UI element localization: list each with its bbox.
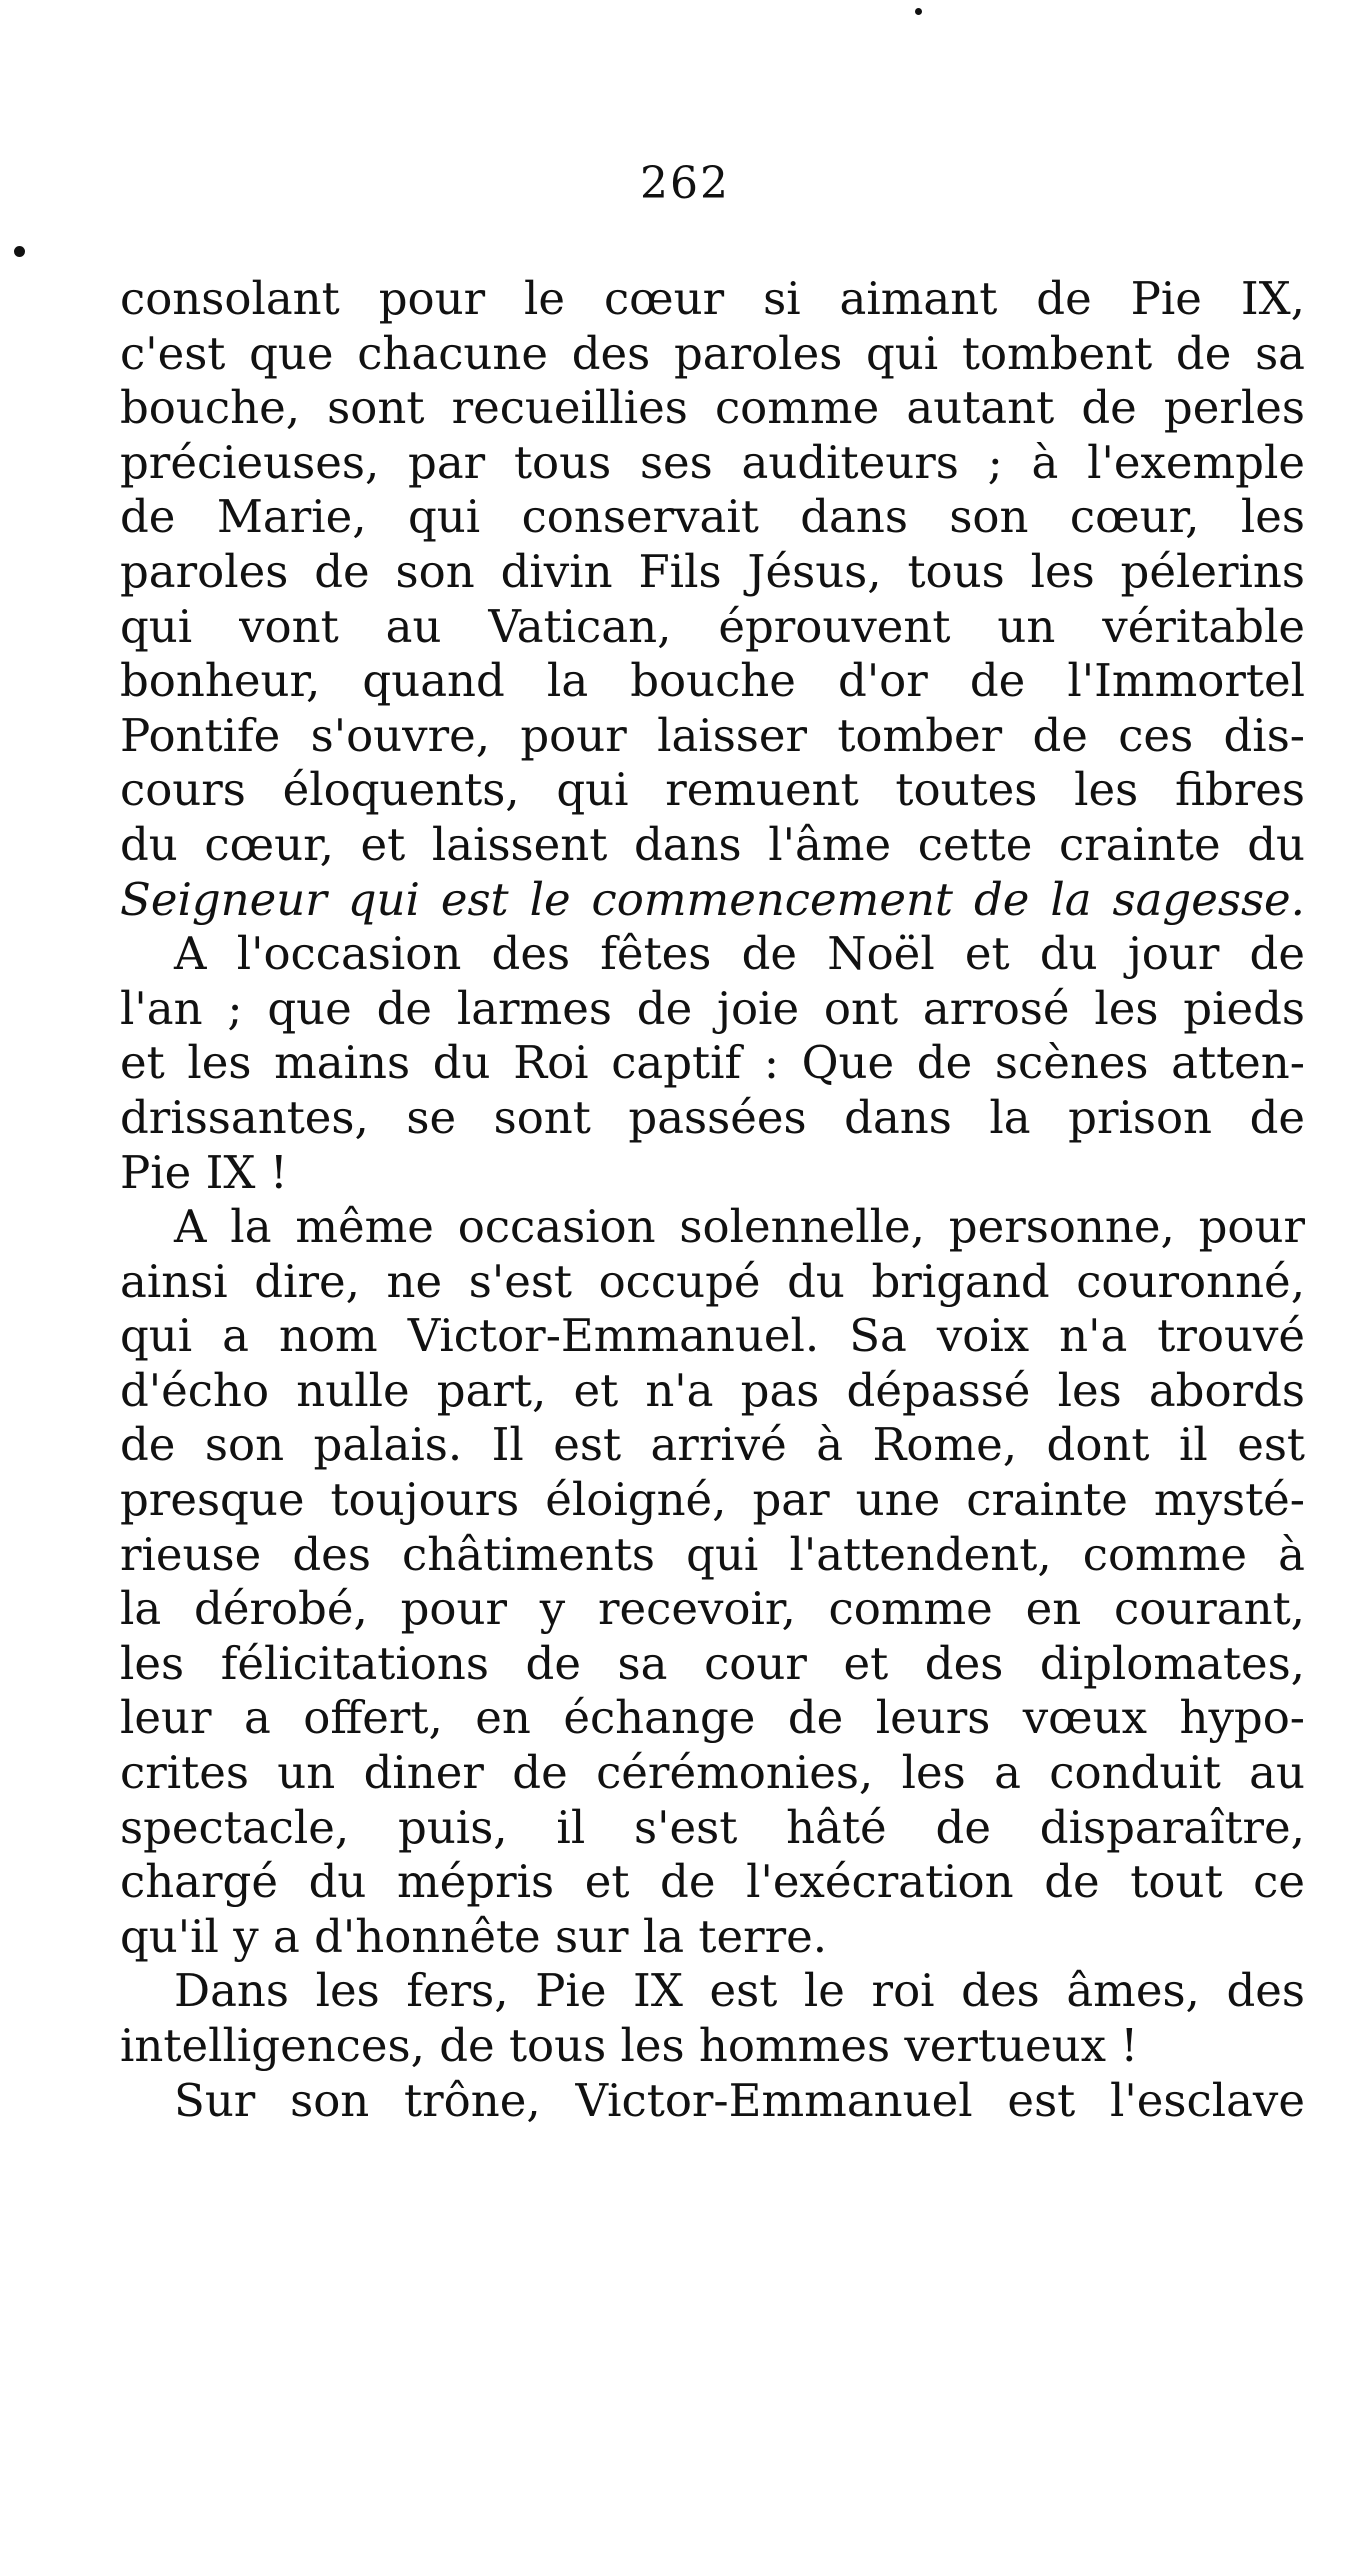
paragraph-end-line: Pie IX ! (120, 1145, 288, 1199)
text-line: qui vont au Vatican, éprouvent un véritable (120, 599, 1305, 653)
text-line: drissantes, se sont passées dans la prison de (120, 1090, 1305, 1144)
text-line: chargé du mépris et de l'exécration de tout ce (120, 1855, 1305, 1909)
text-line: d'écho nulle part, et n'a pas dépassé les abords (120, 1363, 1305, 1417)
text-line: de son palais. Il est arrivé à Rome, dont il est (120, 1418, 1305, 1472)
text-line: de Marie, qui conservait dans son cœur, les (120, 490, 1305, 544)
text-line: consolant pour le cœur si aimant de Pie IX, (120, 272, 1305, 325)
text-line: leur a offert, en échange de leurs vœux hypo- (120, 1691, 1305, 1745)
text-line-italic: Seigneur qui est le commencement de la sagesse. (120, 872, 1305, 926)
text-line: ainsi dire, ne s'est occupé du brigand couronné, (120, 1254, 1305, 1308)
text-line: crites un diner de cérémonies, les a conduit au (120, 1746, 1305, 1800)
text-line: l'an ; que de larmes de joie ont arrosé les pieds (120, 981, 1305, 1035)
text-line: c'est que chacune des paroles qui tombent de sa (120, 326, 1305, 380)
speck-dot (915, 8, 922, 15)
text-line: du cœur, et laissent dans l'âme cette crainte du (120, 817, 1305, 871)
paragraph-start-line: A la même occasion solennelle, personne, pour (174, 1200, 1305, 1254)
text-line: bouche, sont recueillies comme autant de perles (120, 381, 1305, 435)
paragraph-start-line: A l'occasion des fêtes de Noël et du jour de (174, 927, 1305, 981)
paragraph-start-line: Dans les fers, Pie IX est le roi des âmes, des (174, 1964, 1305, 2018)
text-line: précieuses, par tous ses auditeurs ; à l'exemple (120, 435, 1305, 489)
paragraph-end-line: qu'il y a d'honnête sur la terre. (120, 1909, 828, 1963)
text-line: qui a nom Victor-Emmanuel. Sa voix n'a trouvé (120, 1309, 1305, 1363)
page-number: 262 (640, 158, 730, 209)
text-line: et les mains du Roi captif : Que de scènes atten- (120, 1036, 1305, 1090)
text-line: paroles de son divin Fils Jésus, tous les pélerins (120, 544, 1305, 598)
text-line: les félicitations de sa cour et des diplomates, (120, 1636, 1305, 1690)
margin-bullet-dot (14, 246, 25, 257)
text-line: presque toujours éloigné, par une crainte mysté- (120, 1473, 1305, 1527)
text-line: spectacle, puis, il s'est hâté de disparaître, (120, 1800, 1305, 1854)
text-line: bonheur, quand la bouche d'or de l'Immortel (120, 654, 1305, 708)
body-text (120, 272, 1305, 2128)
paragraph-end-line: intelligences, de tous les hommes vertueux ! (120, 2019, 1139, 2072)
text-line: cours éloquents, qui remuent toutes les fibres (120, 763, 1305, 817)
text-line: rieuse des châtiments qui l'attendent, comme à (120, 1527, 1305, 1581)
text-line: la dérobé, pour y recevoir, comme en courant, (120, 1582, 1305, 1636)
paragraph-start-line: Sur son trône, Victor-Emmanuel est l'esclave (174, 2073, 1305, 2127)
text-line: Pontife s'ouvre, pour laisser tomber de ces dis- (120, 708, 1305, 762)
